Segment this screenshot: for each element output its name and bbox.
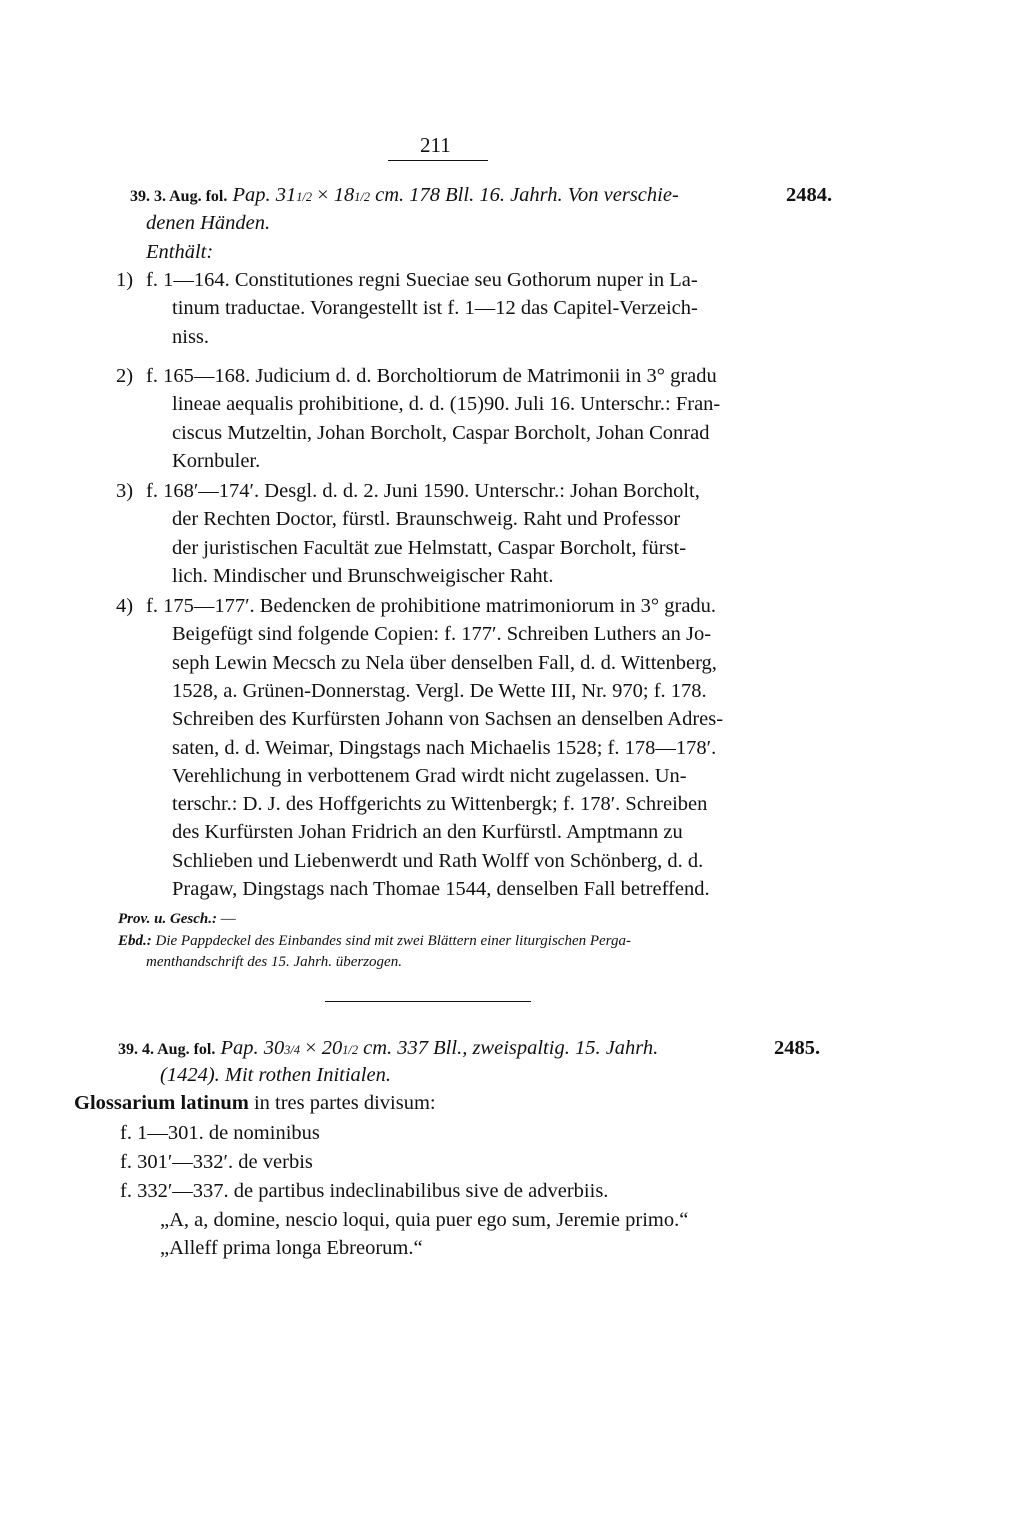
entry2-title [74, 1089, 436, 1117]
item-number: 4) [116, 595, 134, 617]
entry2-title-rest: in tres partes divisum: [253, 1092, 436, 1114]
entry1-number [786, 181, 832, 209]
entry2-desc-line2 [160, 1061, 391, 1089]
ebd-line2: menthandschrift des 15. Jahrh. überzogen. [146, 954, 402, 970]
entry1-pap: Pap. [232, 184, 271, 206]
entry2-pap: Pap. [220, 1037, 259, 1059]
entry1-number-text: 2484. [786, 184, 833, 206]
entry2-dim-b-frac: 1/2 [342, 1043, 358, 1057]
prov-label: Prov. u. Gesch.: [118, 911, 218, 927]
entry2-title-bold: Glossarium latinum [74, 1092, 249, 1114]
item-line: 1528, a. Grünen-Donnerstag. Vergl. De Wette III, Nr. 970; f. 178. [172, 679, 707, 702]
item-line: lich. Mindischer und Brunschweigischer Raht. [172, 564, 554, 587]
item-number: 1) [116, 269, 134, 291]
entry1-enthaelt [146, 238, 213, 266]
item-line: f. 175—177′. Bedencken de prohibitione matrimoniorum in 3° gradu. [146, 595, 717, 617]
item-line: f. 168′—174′. Desgl. d. d. 2. Juni 1590. Unterschr.: Johan Borcholt, [146, 480, 700, 502]
entry1-dim-a-frac: 1/2 [296, 190, 312, 204]
entry2-number-text: 2485. [774, 1037, 821, 1059]
ebd-label: Ebd.: [118, 933, 152, 949]
item-line: der Rechten Doctor, fürstl. Braunschweig. Raht und Professor [172, 508, 681, 531]
part-line: f. 1—301. de nominibus [120, 1122, 320, 1144]
item-line: niss. [172, 325, 210, 348]
entry2-dim-a: 30 [263, 1037, 285, 1059]
item-line: ciscus Mutzeltin, Johan Borcholt, Caspar Borcholt, Johan Conrad [172, 421, 710, 444]
item-line: Schreiben des Kurfürsten Johann von Sachsen an denselben Adres- [172, 708, 724, 731]
entry2-dim-b: 20 [321, 1037, 343, 1059]
entry1-binding [118, 931, 631, 951]
entry1-dim-x: × [317, 184, 329, 206]
item-line: der juristischen Facultät zue Helmstatt, Caspar Borcholt, fürst- [172, 536, 687, 559]
entry1-enthaelt-text: Enthält: [146, 241, 214, 263]
item-line: Pragaw, Dingstags nach Thomae 1544, denselben Fall betreffend. [172, 878, 710, 900]
entry1-binding-line2 [146, 952, 402, 972]
prov-value: — [220, 911, 236, 927]
item-line: tinum traductae. Vorangestellt ist f. 1—12 das Capitel-Verzeich- [172, 297, 698, 320]
page-number-text: 211 [420, 133, 451, 157]
part-line: f. 332′—337. de partibus indeclinabilibus sive de adverbiis. [120, 1180, 609, 1202]
item-line: f. 1—164. Constitutiones regni Sueciae seu Gothorum nuper in La- [146, 269, 698, 291]
page-number [420, 131, 451, 159]
item-line: Beigefügt sind folgende Copien: f. 177′. Schreiben Luthers an Jo- [172, 623, 712, 646]
item-line: Kornbuler. [172, 449, 261, 472]
entry1-header [130, 181, 679, 211]
item-line: saten, d. d. Weimar, Dingstags nach Michaelis 1528; f. 178—178′. [172, 736, 717, 759]
entry2-desc: cm. 337 Bll., zweispaltig. 15. Jahrh. [363, 1037, 659, 1059]
page-number-rule [388, 160, 488, 161]
entry1-desc: cm. 178 Bll. 16. Jahrh. Von verschie- [375, 184, 679, 206]
item-line: Verehlichung in verbottenem Grad wirdt nicht zugelassen. Un- [172, 764, 687, 787]
entry2-dim-x: × [305, 1037, 317, 1059]
entry1-desc-line2 [146, 209, 270, 237]
item-line: des Kurfürsten Johan Fridrich an den Kurfürstl. Amptmann zu [172, 821, 683, 844]
item-number: 3) [116, 480, 134, 502]
entry1-dim-b: 18 [333, 184, 355, 206]
entry2-desc-line2-text: (1424). Mit rothen Initialen. [160, 1064, 391, 1086]
part-line: f. 301′—332′. de verbis [120, 1151, 313, 1173]
item-number: 2) [116, 365, 134, 387]
entry2-header [118, 1034, 658, 1064]
quote-line: „A, a, domine, nescio loqui, quia puer ego sum, Jeremie primo.“ [160, 1209, 689, 1231]
item-line: Schlieben und Liebenwerdt und Rath Wolff von Schönberg, d. d. [172, 849, 704, 872]
entry2-dim-a-frac: 3/4 [284, 1043, 300, 1057]
entry2-shelfmark: 39. 4. Aug. fol. [118, 1041, 216, 1058]
item-line: lineae aequalis prohibitione, d. d. (15)90. Juli 16. Unterschr.: Fran- [172, 393, 721, 416]
entry1-desc-line2-text: denen Händen. [146, 212, 271, 234]
entry-separator [325, 1001, 531, 1002]
entry1-dim-b-frac: 1/2 [354, 190, 370, 204]
entry1-dim-a: 31 [275, 184, 297, 206]
quote-line: „Alleff prima longa Ebreorum.“ [160, 1237, 423, 1259]
item-line: seph Lewin Mecsch zu Nela über denselben Fall, d. d. Wittenberg, [172, 651, 717, 674]
entry1-shelfmark: 39. 3. Aug. fol. [130, 188, 228, 205]
entry2-number [774, 1034, 820, 1062]
item-line: f. 165—168. Judicium d. d. Borcholtiorum de Matrimonii in 3° gradu [146, 365, 717, 387]
item-line: terschr.: D. J. des Hoffgerichts zu Wittenbergk; f. 178′. Schreiben [172, 793, 708, 816]
ebd-line1: Die Pappdeckel des Einbandes sind mit zwei Blättern einer liturgischen Perga- [155, 933, 631, 949]
entry1-provenance [118, 909, 236, 929]
